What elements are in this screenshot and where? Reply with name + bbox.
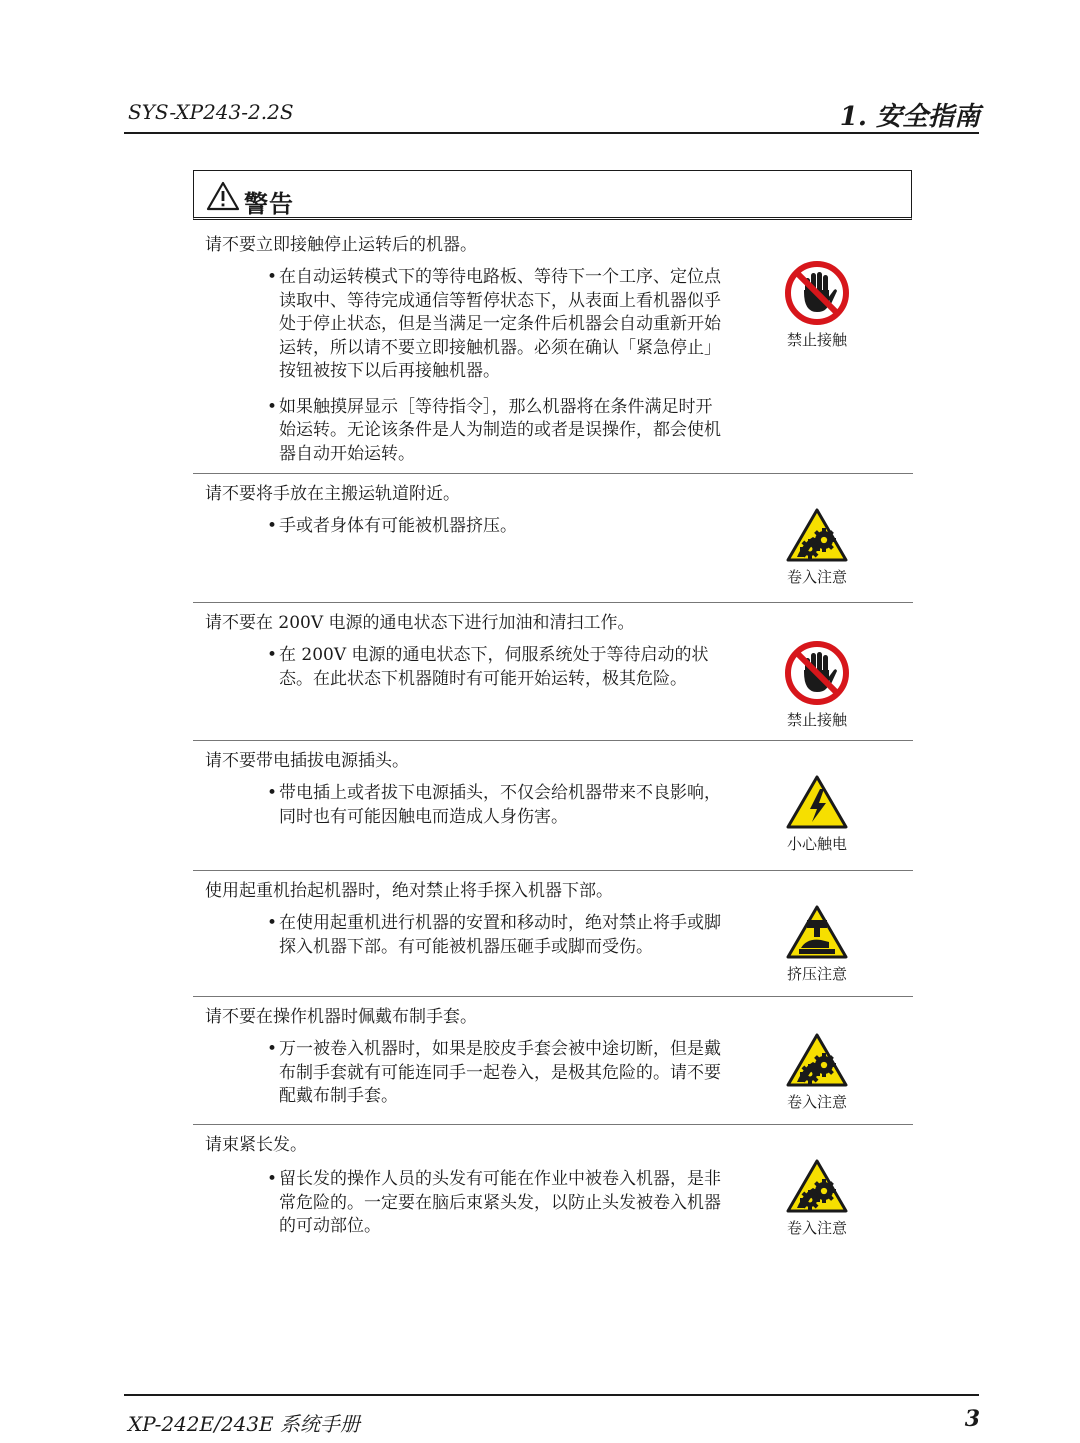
bullet-list bbox=[267, 266, 727, 478]
bullet-list bbox=[267, 515, 727, 551]
section-title: 请不要在 200V 电源的通电状态下进行加油和清扫工作。 bbox=[205, 613, 635, 633]
bullet-list bbox=[267, 782, 727, 841]
safety-section bbox=[193, 870, 913, 997]
bullet-list bbox=[267, 1168, 727, 1251]
bullet-item: • 万一被卷入机器时，如果是胶皮手套会被中途切断，但是戴布制手套就有可能连同手一起卷入，是极其危险的。请不要配戴布制手套。 bbox=[267, 1038, 727, 1109]
pictogram-label: 禁止接触 bbox=[786, 711, 847, 729]
section-title: 使用起重机抬起机器时，绝对禁止将手探入机器下部。 bbox=[205, 881, 613, 901]
safety-section bbox=[193, 473, 913, 603]
pictogram bbox=[779, 904, 855, 984]
safety-section bbox=[193, 602, 913, 741]
warning-title: 警告 bbox=[244, 189, 294, 218]
pictogram bbox=[779, 260, 855, 350]
bullet-list bbox=[267, 644, 727, 703]
section-title: 请不要在操作机器时佩戴布制手套。 bbox=[205, 1007, 477, 1027]
header-doc-code: SYS-XP243-2.2S bbox=[128, 100, 294, 124]
bullet-item: • 在使用起重机进行机器的安置和移动时，绝对禁止将手或脚探入机器下部。有可能被机器压砸手或脚而受伤。 bbox=[267, 912, 727, 959]
bullet-item: • 在自动运转模式下的等待电路板、等待下一个工序、定位点读取中、等待完成通信等暂停状态下，从表面上看机器似乎处于停止状态，但是当满足一定条件后机器会自动重新开始运转，所以请不要立即接触机器。必须在确认「紧急停止」按钮被按下以后再接触机器。 bbox=[267, 266, 727, 384]
electric-shock-icon bbox=[785, 774, 849, 830]
pictogram-label: 卷入注意 bbox=[786, 568, 847, 586]
no-touch-icon bbox=[784, 640, 850, 706]
bullet-item: • 在 200V 电源的通电状态下，伺服系统处于等待启动的状态。在此状态下机器随时有可能开始运转，极其危险。 bbox=[267, 644, 727, 691]
crush-warning-icon bbox=[785, 904, 849, 960]
warning-header-box bbox=[193, 170, 912, 220]
safety-section bbox=[193, 996, 913, 1125]
bullet-item: • 手或者身体有可能被机器挤压。 bbox=[267, 515, 727, 539]
bullet-list bbox=[267, 1038, 727, 1121]
pictogram-label: 禁止接触 bbox=[786, 331, 847, 349]
bullet-item: • 如果触摸屏显示［等待指令］，那么机器将在条件满足时开始运转。无论该条件是人为制造的或者是误操作，都会使机器自动开始运转。 bbox=[267, 396, 727, 467]
pictogram bbox=[779, 1158, 855, 1238]
pictogram-label: 卷入注意 bbox=[786, 1219, 847, 1237]
pictogram bbox=[779, 640, 855, 730]
footer-manual-title: XP-242E/243E 系统手册 bbox=[128, 1412, 361, 1436]
entanglement-warning-icon bbox=[785, 507, 849, 563]
entanglement-warning-icon bbox=[785, 1032, 849, 1088]
pictogram-label: 卷入注意 bbox=[786, 1093, 847, 1111]
page-number: 3 bbox=[964, 1406, 980, 1432]
pictogram bbox=[779, 1032, 855, 1112]
header-chapter-title: 1. 安全指南 bbox=[839, 102, 980, 132]
header-divider bbox=[124, 132, 979, 134]
section-title: 请不要将手放在主搬运轨道附近。 bbox=[205, 484, 460, 504]
pictogram-label: 小心触电 bbox=[786, 835, 847, 853]
section-title: 请不要带电插拔电源插头。 bbox=[205, 751, 409, 771]
bullet-item: • 带电插上或者拔下电源插头，不仅会给机器带来不良影响，同时也有可能因触电而造成人身伤害。 bbox=[267, 782, 727, 829]
entanglement-warning-icon bbox=[785, 1158, 849, 1214]
bullet-list bbox=[267, 912, 727, 971]
no-touch-icon bbox=[784, 260, 850, 326]
footer-divider bbox=[124, 1394, 979, 1396]
pictogram bbox=[779, 774, 855, 854]
pictogram-label: 挤压注意 bbox=[786, 965, 847, 983]
warning-triangle-icon bbox=[206, 181, 240, 211]
safety-section bbox=[193, 740, 913, 871]
section-title: 请不要立即接触停止运转后的机器。 bbox=[205, 235, 477, 255]
bullet-item: • 留长发的操作人员的头发有可能在作业中被卷入机器，是非常危险的。一定要在脑后束紧头发，以防止头发被卷入机器的可动部位。 bbox=[267, 1168, 727, 1239]
safety-section bbox=[193, 1124, 913, 1264]
section-title: 请束紧长发。 bbox=[205, 1135, 307, 1155]
safety-section bbox=[193, 224, 913, 474]
pictogram bbox=[779, 507, 855, 587]
